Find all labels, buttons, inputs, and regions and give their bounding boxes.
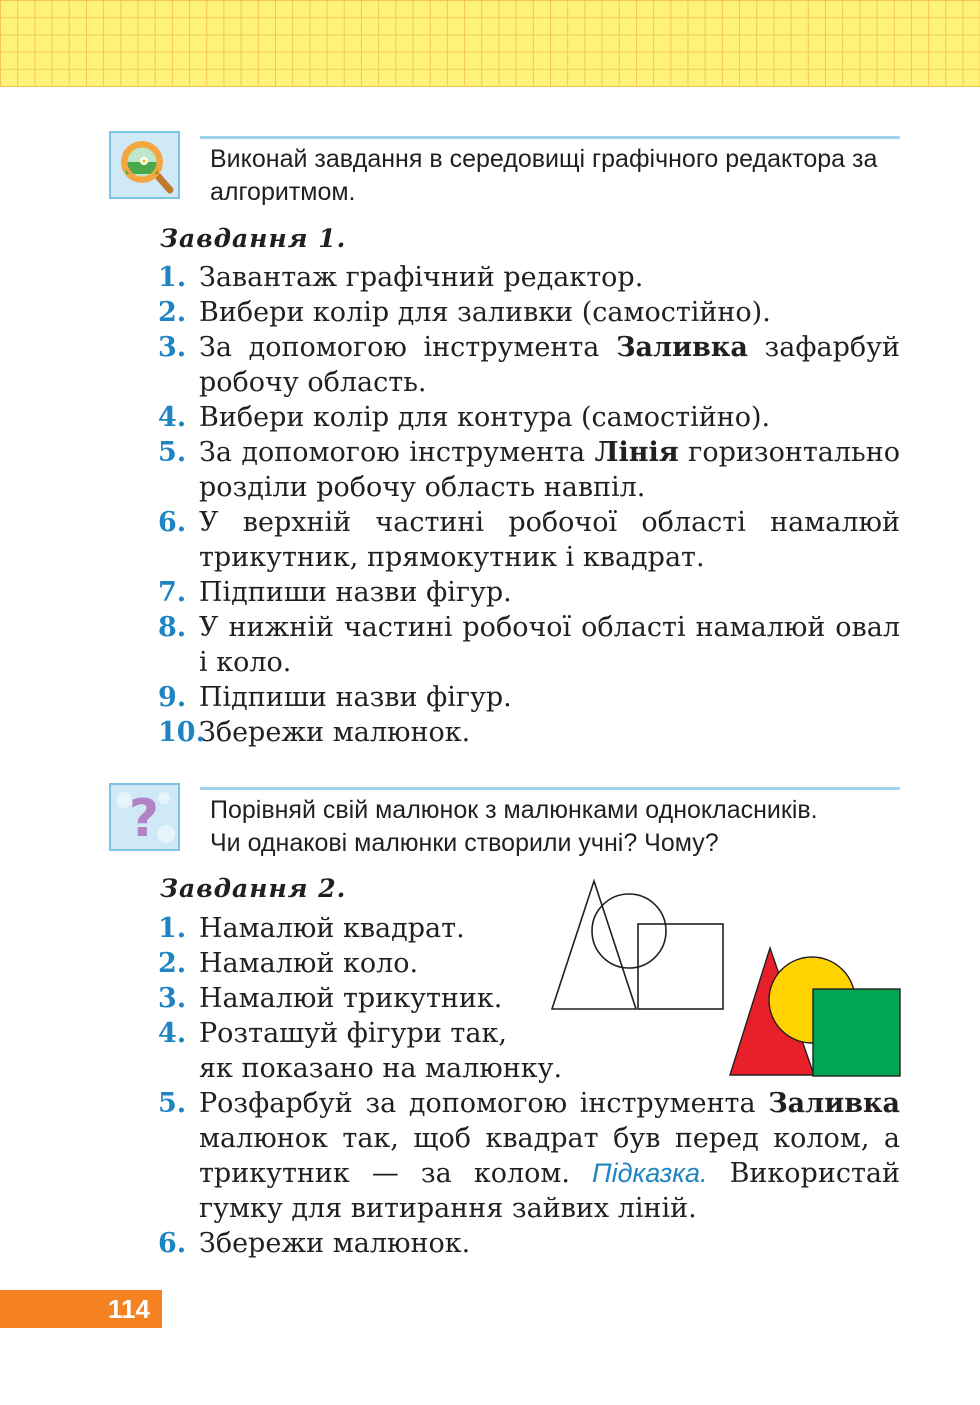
reflection-question: Порівняй свій малюнок з малюнками однокласників. Чи однакові малюнки створили учні? Чому? [210, 796, 818, 857]
svg-text:?: ? [128, 789, 160, 849]
list-item: 1. Намалюй квадрат. [158, 913, 465, 944]
task2-heading: Завдання 2. [160, 874, 347, 903]
tool-name: Заливка [616, 332, 748, 363]
filled-shapes-figure [726, 945, 904, 1079]
outline-circle [592, 894, 666, 968]
list-item: 2. Вибери колір для заливки (самостійно). [158, 297, 771, 328]
outline-square [638, 924, 723, 1009]
list-item: 1. Завантаж графічний редактор. [158, 262, 644, 293]
list-item: 5. Розфарбуй за допомогою інструмента Заливка малюнок так, щоб квадрат був перед колом, а трикутник — за колом. Підказка. Використай гумку для витирання зайвих ліній. [158, 1088, 900, 1224]
list-item: 9. Підпиши назви фігур. [158, 682, 512, 713]
tool-name: Лінія [594, 437, 679, 468]
page-number: 114 [108, 1294, 150, 1324]
list-item: 3. Намалюй трикутник. [158, 983, 503, 1014]
graph-paper-header [0, 0, 980, 87]
task-intro: Виконай завдання в середовищі графічного редактора за алгоритмом. [210, 145, 878, 206]
list-item: 4. Вибери колір для контура (самостійно). [158, 402, 771, 433]
list-item: 2. Намалюй коло. [158, 948, 419, 979]
list-item: 8. У нижній частині робочої області намалюй овал і коло. [158, 612, 900, 678]
task1-heading: Завдання 1. [160, 224, 347, 253]
section-rule [200, 787, 900, 790]
outline-shapes-figure [548, 878, 728, 1012]
list-item: 7. Підпиши назви фігур. [158, 577, 512, 608]
list-item: 5. За допомогою інструмента Лінія горизонтально розділи робочу область навпіл. [158, 437, 900, 503]
section-rule [200, 136, 900, 139]
question-mark-icon [108, 782, 181, 852]
list-item: 3. За допомогою інструмента Заливка зафарбуй робочу область. [158, 332, 900, 398]
tool-name: Заливка [768, 1088, 900, 1119]
magnifier-icon [108, 130, 181, 200]
list-item: 6. У верхній частині робочої області намалюй трикутник, прямокутник і квадрат. [158, 507, 900, 573]
list-item: 4. Розташуй фігури так, як показано на малюнку. [158, 1018, 563, 1084]
task1-steps [158, 260, 900, 750]
list-item: 6. Збережи малюнок. [158, 1228, 471, 1259]
hint-label: Підказка. [592, 1158, 708, 1188]
list-item: 10. Збережи малюнок. [158, 717, 471, 748]
green-square [813, 989, 900, 1076]
